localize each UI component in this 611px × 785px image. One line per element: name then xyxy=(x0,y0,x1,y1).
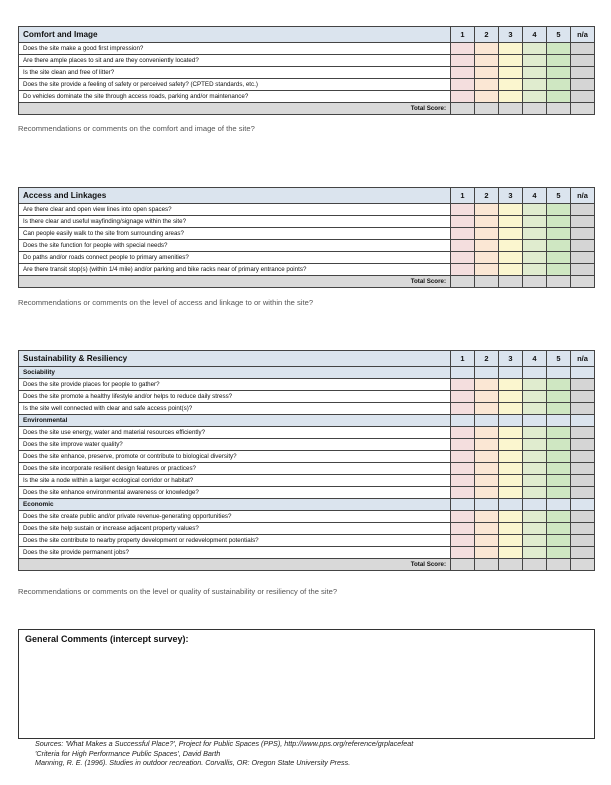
total-score-row xyxy=(19,559,595,571)
rating-cell[interactable] xyxy=(499,55,523,67)
rating-cell[interactable] xyxy=(523,535,547,547)
rating-cell[interactable] xyxy=(523,391,547,403)
access-table xyxy=(18,187,595,288)
subgroup-label: Environmental xyxy=(19,415,451,427)
question-text: Does the site promote a healthy lifestyle and/or helps to reduce daily stress? xyxy=(19,391,451,403)
rating-cell[interactable] xyxy=(499,204,523,216)
rating-cell[interactable] xyxy=(571,79,595,91)
rating-cell[interactable] xyxy=(571,204,595,216)
subgroup-blank-cell xyxy=(475,415,499,427)
question-text: Does the site provide permanent jobs? xyxy=(19,547,451,559)
rating-cell[interactable] xyxy=(571,403,595,415)
rating-cell[interactable] xyxy=(499,535,523,547)
rating-cell[interactable] xyxy=(523,240,547,252)
rating-cell[interactable] xyxy=(547,427,571,439)
subgroup-row xyxy=(19,367,595,379)
rating-cell[interactable] xyxy=(547,487,571,499)
question-row xyxy=(19,487,595,499)
total-score-cell[interactable] xyxy=(451,103,475,115)
rating-cell[interactable] xyxy=(499,451,523,463)
total-score-cell[interactable] xyxy=(547,276,571,288)
question-text: Does the site provide places for people to gather? xyxy=(19,379,451,391)
question-row xyxy=(19,523,595,535)
rating-cell[interactable] xyxy=(547,55,571,67)
subgroup-blank-cell xyxy=(523,367,547,379)
section-title: Access and Linkages xyxy=(19,188,451,204)
rating-cell[interactable] xyxy=(451,67,475,79)
total-score-cell[interactable] xyxy=(571,103,595,115)
question-text: Do vehicles dominate the site through access roads, parking and/or maintenance? xyxy=(19,91,451,103)
rating-cell[interactable] xyxy=(571,487,595,499)
subgroup-blank-cell xyxy=(475,499,499,511)
rating-cell[interactable] xyxy=(523,216,547,228)
subgroup-blank-cell xyxy=(451,499,475,511)
rating-cell[interactable] xyxy=(571,475,595,487)
rating-cell[interactable] xyxy=(523,511,547,523)
total-score-cell[interactable] xyxy=(451,559,475,571)
subgroup-blank-cell xyxy=(547,499,571,511)
access-recommendation: Recommendations or comments on the level of access and linkage to or within the site? xyxy=(18,298,314,307)
rating-cell[interactable] xyxy=(547,475,571,487)
rating-cell[interactable] xyxy=(547,523,571,535)
rating-cell[interactable] xyxy=(499,379,523,391)
rating-cell[interactable] xyxy=(451,487,475,499)
question-row xyxy=(19,43,595,55)
question-text: Does the site help sustain or increase adjacent property values? xyxy=(19,523,451,535)
rating-header: 2 xyxy=(475,188,499,204)
question-row xyxy=(19,535,595,547)
rating-cell[interactable] xyxy=(475,379,499,391)
rating-cell[interactable] xyxy=(571,55,595,67)
question-text: Does the site provide a feeling of safety or perceived safety? (CPTED standards, etc.) xyxy=(19,79,451,91)
question-text: Does the site create public and/or private revenue-generating opportunities? xyxy=(19,511,451,523)
question-text: Does the site incorporate resilient design features or practices? xyxy=(19,463,451,475)
rating-cell[interactable] xyxy=(499,67,523,79)
rating-cell[interactable] xyxy=(547,252,571,264)
total-score-label: Total Score: xyxy=(19,103,451,115)
rating-cell[interactable] xyxy=(451,391,475,403)
general-comments-title: General Comments (intercept survey): xyxy=(25,634,189,644)
subgroup-blank-cell xyxy=(571,499,595,511)
rating-cell[interactable] xyxy=(451,204,475,216)
subgroup-blank-cell xyxy=(523,415,547,427)
rating-cell[interactable] xyxy=(523,379,547,391)
rating-cell[interactable] xyxy=(523,264,547,276)
rating-cell[interactable] xyxy=(451,535,475,547)
subgroup-blank-cell xyxy=(499,415,523,427)
rating-cell[interactable] xyxy=(523,67,547,79)
rating-cell[interactable] xyxy=(451,79,475,91)
total-score-cell[interactable] xyxy=(547,559,571,571)
rating-cell[interactable] xyxy=(571,523,595,535)
question-text: Are there transit stop(s) (within 1/4 mile) and/or parking and bike racks near of primary entrance points? xyxy=(19,264,451,276)
section-header-row xyxy=(19,188,595,204)
question-row xyxy=(19,427,595,439)
question-text: Is the site clean and free of litter? xyxy=(19,67,451,79)
subgroup-blank-cell xyxy=(499,367,523,379)
section-title: Sustainability & Resiliency xyxy=(19,351,451,367)
rating-cell[interactable] xyxy=(451,403,475,415)
subgroup-blank-cell xyxy=(571,415,595,427)
rating-cell[interactable] xyxy=(571,43,595,55)
subgroup-label: Sociability xyxy=(19,367,451,379)
rating-cell[interactable] xyxy=(571,240,595,252)
rating-header: 2 xyxy=(475,27,499,43)
question-text: Do paths and/or roads connect people to primary amenities? xyxy=(19,252,451,264)
rating-cell[interactable] xyxy=(451,463,475,475)
question-text: Does the site function for people with special needs? xyxy=(19,240,451,252)
question-text: Are there clear and open view lines into open spaces? xyxy=(19,204,451,216)
rating-cell[interactable] xyxy=(547,547,571,559)
rating-cell[interactable] xyxy=(475,463,499,475)
rating-header: 1 xyxy=(451,351,475,367)
rating-cell[interactable] xyxy=(499,240,523,252)
sustain-section xyxy=(18,350,595,571)
total-score-label: Total Score: xyxy=(19,559,451,571)
rating-cell[interactable] xyxy=(523,204,547,216)
access-section xyxy=(18,187,595,288)
rating-cell[interactable] xyxy=(451,475,475,487)
question-row xyxy=(19,463,595,475)
section-header-row xyxy=(19,27,595,43)
section-title: Comfort and Image xyxy=(19,27,451,43)
rating-cell[interactable] xyxy=(571,379,595,391)
rating-cell[interactable] xyxy=(499,487,523,499)
rating-cell[interactable] xyxy=(547,228,571,240)
rating-cell[interactable] xyxy=(475,403,499,415)
rating-cell[interactable] xyxy=(475,535,499,547)
rating-header: 4 xyxy=(523,188,547,204)
rating-cell[interactable] xyxy=(547,463,571,475)
rating-cell[interactable] xyxy=(523,43,547,55)
rating-cell[interactable] xyxy=(571,547,595,559)
question-row xyxy=(19,379,595,391)
rating-cell[interactable] xyxy=(571,427,595,439)
rating-cell[interactable] xyxy=(475,475,499,487)
rating-header: n/a xyxy=(571,188,595,204)
total-score-cell[interactable] xyxy=(547,103,571,115)
section-header-row xyxy=(19,351,595,367)
subgroup-blank-cell xyxy=(547,415,571,427)
rating-cell[interactable] xyxy=(451,427,475,439)
rating-cell[interactable] xyxy=(499,547,523,559)
total-score-cell[interactable] xyxy=(499,559,523,571)
subgroup-blank-cell xyxy=(451,367,475,379)
rating-header: 2 xyxy=(475,351,499,367)
rating-cell[interactable] xyxy=(451,264,475,276)
rating-cell[interactable] xyxy=(523,523,547,535)
subgroup-label: Economic xyxy=(19,499,451,511)
subgroup-blank-cell xyxy=(523,499,547,511)
rating-cell[interactable] xyxy=(547,264,571,276)
rating-cell[interactable] xyxy=(451,252,475,264)
rating-cell[interactable] xyxy=(499,91,523,103)
rating-cell[interactable] xyxy=(523,463,547,475)
rating-cell[interactable] xyxy=(571,252,595,264)
rating-cell[interactable] xyxy=(475,79,499,91)
source-line: 'Criteria for High Performance Public Spaces', David Barth xyxy=(35,748,221,758)
rating-cell[interactable] xyxy=(451,511,475,523)
rating-cell[interactable] xyxy=(547,511,571,523)
rating-cell[interactable] xyxy=(523,475,547,487)
rating-header: 5 xyxy=(547,27,571,43)
rating-cell[interactable] xyxy=(571,228,595,240)
total-score-cell[interactable] xyxy=(475,276,499,288)
rating-cell[interactable] xyxy=(499,43,523,55)
subgroup-blank-cell xyxy=(547,367,571,379)
rating-header: 1 xyxy=(451,27,475,43)
question-row xyxy=(19,67,595,79)
total-score-cell[interactable] xyxy=(523,559,547,571)
rating-cell[interactable] xyxy=(523,439,547,451)
rating-cell[interactable] xyxy=(499,216,523,228)
question-row xyxy=(19,511,595,523)
rating-cell[interactable] xyxy=(571,264,595,276)
rating-cell[interactable] xyxy=(547,204,571,216)
question-row xyxy=(19,403,595,415)
rating-cell[interactable] xyxy=(547,391,571,403)
rating-cell[interactable] xyxy=(451,379,475,391)
total-score-cell[interactable] xyxy=(499,276,523,288)
rating-cell[interactable] xyxy=(547,43,571,55)
question-row xyxy=(19,240,595,252)
rating-cell[interactable] xyxy=(451,43,475,55)
rating-header: 5 xyxy=(547,188,571,204)
rating-header: 3 xyxy=(499,188,523,204)
rating-cell[interactable] xyxy=(475,427,499,439)
rating-cell[interactable] xyxy=(475,391,499,403)
question-row xyxy=(19,79,595,91)
question-row xyxy=(19,547,595,559)
rating-header: n/a xyxy=(571,351,595,367)
rating-header: 5 xyxy=(547,351,571,367)
rating-cell[interactable] xyxy=(499,439,523,451)
question-row xyxy=(19,91,595,103)
rating-cell[interactable] xyxy=(499,228,523,240)
rating-cell[interactable] xyxy=(451,451,475,463)
rating-cell[interactable] xyxy=(451,439,475,451)
rating-cell[interactable] xyxy=(523,252,547,264)
rating-cell[interactable] xyxy=(475,228,499,240)
question-text: Does the site improve water quality? xyxy=(19,439,451,451)
subgroup-row xyxy=(19,415,595,427)
total-score-row xyxy=(19,276,595,288)
subgroup-row xyxy=(19,499,595,511)
source-line: Sources: 'What Makes a Successful Place?', Project for Public Spaces (PPS), http://www.pps.org/reference/grplacefeat xyxy=(35,739,414,748)
question-text: Can people easily walk to the site from surrounding areas? xyxy=(19,228,451,240)
question-row xyxy=(19,55,595,67)
total-score-cell[interactable] xyxy=(523,103,547,115)
total-score-row xyxy=(19,103,595,115)
rating-header: 3 xyxy=(499,27,523,43)
rating-cell[interactable] xyxy=(523,228,547,240)
rating-cell[interactable] xyxy=(499,523,523,535)
rating-cell[interactable] xyxy=(475,487,499,499)
question-text: Are there ample places to sit and are they conveniently located? xyxy=(19,55,451,67)
rating-cell[interactable] xyxy=(451,240,475,252)
rating-cell[interactable] xyxy=(547,67,571,79)
rating-cell[interactable] xyxy=(523,451,547,463)
total-score-cell[interactable] xyxy=(571,559,595,571)
rating-cell[interactable] xyxy=(475,67,499,79)
question-text: Is the site a node within a larger ecological corridor or habitat? xyxy=(19,475,451,487)
question-text: Does the site contribute to nearby property development or redevelopment potentials? xyxy=(19,535,451,547)
rating-cell[interactable] xyxy=(499,252,523,264)
rating-cell[interactable] xyxy=(523,547,547,559)
rating-cell[interactable] xyxy=(547,403,571,415)
rating-cell[interactable] xyxy=(475,252,499,264)
comfort-table xyxy=(18,26,595,115)
question-row xyxy=(19,439,595,451)
total-score-label: Total Score: xyxy=(19,276,451,288)
rating-cell[interactable] xyxy=(523,427,547,439)
rating-cell[interactable] xyxy=(475,523,499,535)
question-row xyxy=(19,451,595,463)
total-score-cell[interactable] xyxy=(475,103,499,115)
subgroup-blank-cell xyxy=(499,499,523,511)
rating-cell[interactable] xyxy=(571,463,595,475)
rating-cell[interactable] xyxy=(499,511,523,523)
rating-cell[interactable] xyxy=(451,216,475,228)
comfort-section xyxy=(18,26,595,115)
rating-header: 3 xyxy=(499,351,523,367)
rating-cell[interactable] xyxy=(475,511,499,523)
rating-header: 1 xyxy=(451,188,475,204)
rating-header: 4 xyxy=(523,351,547,367)
question-row xyxy=(19,204,595,216)
rating-cell[interactable] xyxy=(475,216,499,228)
rating-header: 4 xyxy=(523,27,547,43)
question-row xyxy=(19,475,595,487)
comfort-recommendation: Recommendations or comments on the comfort and image of the site? xyxy=(18,124,255,133)
rating-cell[interactable] xyxy=(547,379,571,391)
total-score-cell[interactable] xyxy=(475,559,499,571)
rating-cell[interactable] xyxy=(523,487,547,499)
rating-cell[interactable] xyxy=(571,91,595,103)
sustain-recommendation: Recommendations or comments on the level or quality of sustainability or resiliency of the site? xyxy=(18,587,338,596)
rating-cell[interactable] xyxy=(547,216,571,228)
total-score-cell[interactable] xyxy=(523,276,547,288)
question-row xyxy=(19,264,595,276)
total-score-cell[interactable] xyxy=(571,276,595,288)
rating-cell[interactable] xyxy=(523,55,547,67)
rating-cell[interactable] xyxy=(499,463,523,475)
rating-cell[interactable] xyxy=(499,264,523,276)
total-score-cell[interactable] xyxy=(451,276,475,288)
total-score-cell[interactable] xyxy=(499,103,523,115)
rating-cell[interactable] xyxy=(451,91,475,103)
question-text: Is there clear and useful wayfinding/signage within the site? xyxy=(19,216,451,228)
question-row xyxy=(19,252,595,264)
rating-cell[interactable] xyxy=(499,79,523,91)
rating-cell[interactable] xyxy=(499,475,523,487)
rating-cell[interactable] xyxy=(499,403,523,415)
rating-cell[interactable] xyxy=(523,403,547,415)
question-text: Does the site enhance, preserve, promote or contribute to biological diversity? xyxy=(19,451,451,463)
sustain-table xyxy=(18,350,595,571)
question-row xyxy=(19,216,595,228)
rating-cell[interactable] xyxy=(475,204,499,216)
rating-cell[interactable] xyxy=(475,91,499,103)
rating-cell[interactable] xyxy=(571,216,595,228)
rating-cell[interactable] xyxy=(451,547,475,559)
rating-cell[interactable] xyxy=(547,240,571,252)
rating-cell[interactable] xyxy=(547,91,571,103)
subgroup-blank-cell xyxy=(571,367,595,379)
rating-cell[interactable] xyxy=(475,240,499,252)
rating-cell[interactable] xyxy=(571,439,595,451)
question-text: Does the site enhance environmental awareness or knowledge? xyxy=(19,487,451,499)
rating-cell[interactable] xyxy=(547,535,571,547)
rating-cell[interactable] xyxy=(523,79,547,91)
rating-cell[interactable] xyxy=(571,67,595,79)
rating-cell[interactable] xyxy=(475,547,499,559)
rating-cell[interactable] xyxy=(523,91,547,103)
rating-cell[interactable] xyxy=(547,79,571,91)
rating-cell[interactable] xyxy=(451,523,475,535)
rating-cell[interactable] xyxy=(475,55,499,67)
question-text: Is the site well connected with clear and safe access point(s)? xyxy=(19,403,451,415)
rating-cell[interactable] xyxy=(571,451,595,463)
rating-cell[interactable] xyxy=(571,391,595,403)
question-text: Does the site make a good first impression? xyxy=(19,43,451,55)
subgroup-blank-cell xyxy=(475,367,499,379)
rating-cell[interactable] xyxy=(475,264,499,276)
general-comments-box[interactable] xyxy=(18,629,595,739)
source-line: Manning, R. E. (1996). Studies in outdoor recreation. Corvallis, OR: Oregon State University Press. xyxy=(35,758,351,767)
rating-cell[interactable] xyxy=(547,451,571,463)
subgroup-blank-cell xyxy=(451,415,475,427)
rating-cell[interactable] xyxy=(451,228,475,240)
rating-cell[interactable] xyxy=(499,391,523,403)
rating-cell[interactable] xyxy=(499,427,523,439)
rating-cell[interactable] xyxy=(475,451,499,463)
rating-cell[interactable] xyxy=(451,55,475,67)
rating-cell[interactable] xyxy=(571,511,595,523)
rating-cell[interactable] xyxy=(571,535,595,547)
rating-header: n/a xyxy=(571,27,595,43)
question-row xyxy=(19,391,595,403)
rating-cell[interactable] xyxy=(547,439,571,451)
rating-cell[interactable] xyxy=(475,43,499,55)
question-row xyxy=(19,228,595,240)
question-text: Does the site use energy, water and material resources efficiently? xyxy=(19,427,451,439)
rating-cell[interactable] xyxy=(475,439,499,451)
sources xyxy=(35,739,413,768)
